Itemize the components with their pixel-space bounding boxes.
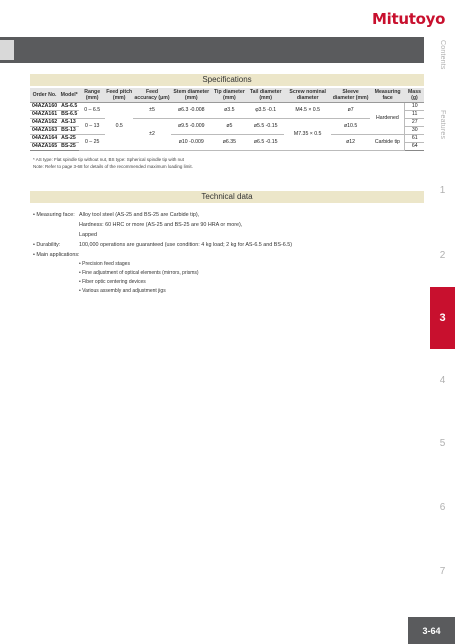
side-tab-contents[interactable]: Contents	[439, 40, 446, 70]
mass-cell: 30	[405, 127, 424, 135]
durability-value: 100,000 operations are guaranteed (use condition: 4 kg load; 2 kg for AS-6.5 and BS-6.5)	[79, 242, 293, 248]
table-notes	[33, 157, 193, 170]
measuring-face-cell: Hardened	[370, 103, 405, 135]
tail-diameter-cell: ø6.5 -0.15	[247, 135, 285, 151]
feed-pitch-cell: 0.5	[105, 103, 133, 151]
model-cell: BS-25	[59, 143, 79, 151]
applications-label: • Main applications:	[33, 252, 80, 258]
application-item: • Various assembly and adjustment jigs	[79, 288, 166, 294]
side-tab-1[interactable]: 1	[439, 184, 446, 196]
col-feed-accuracy: Feed accuracy (μm)	[134, 89, 170, 101]
mass-cell: 27	[405, 119, 424, 127]
stem-diameter-cell: ø9.5 -0.009	[171, 119, 212, 135]
feed-accuracy-cell: ±2	[133, 119, 170, 151]
side-tab-4[interactable]: 4	[439, 374, 446, 386]
table-header-row	[30, 88, 424, 103]
application-item: • Fiber optic centering devices	[79, 279, 146, 285]
model-cell: BS-6.5	[61, 111, 78, 117]
measuring-face-cell: Carbide tip	[370, 135, 405, 151]
note-model-types: * AS type: Flat spindle tip without nut, BS type: Spherical spindle tip with nut	[33, 157, 184, 162]
col-model: Model*	[59, 88, 79, 103]
technical-data-title: Technical data	[30, 191, 424, 203]
side-tab-features[interactable]: Features	[439, 110, 446, 140]
col-order-no: Order No.	[30, 88, 59, 103]
measuring-face-line: Alloy tool steel (AS-25 and BS-25 are Carbide tip),	[79, 212, 200, 218]
range-cell: 0 – 25	[79, 135, 105, 151]
tip-diameter-cell: ø3.5	[212, 103, 247, 119]
stem-diameter-cell: ø10 -0.009	[171, 135, 212, 151]
col-range: Range (mm)	[79, 88, 105, 103]
specifications-table	[30, 88, 424, 151]
model-cell: BS-13	[59, 127, 79, 135]
col-feed-pitch: Feed pitch (mm)	[106, 89, 133, 101]
specifications-title: Specifications	[30, 74, 424, 86]
measuring-face-line: Hardness: 60 HRC or more (AS-25 and BS-25 are 90 HRA or more),	[79, 222, 243, 228]
order-no-cell: 04AZA163	[32, 127, 58, 133]
table-row	[30, 135, 424, 143]
range-cell: 0 – 13	[79, 119, 105, 135]
col-stem-diameter: Stem diameter (mm)	[171, 88, 212, 103]
side-tab-3[interactable]: 3	[430, 287, 455, 349]
feed-accuracy-cell: ±5	[133, 103, 170, 119]
application-item: • Fine adjustment of optical elements (mirrors, prisms)	[79, 270, 199, 276]
measuring-face-label: • Measuring face:	[33, 212, 75, 218]
col-measuring-face: Measuring face	[370, 88, 405, 103]
order-no-cell: 04AZA161	[32, 111, 58, 117]
mitutoyo-logo: Mitutoyo	[372, 10, 446, 28]
sleeve-diameter-cell: ø10.5	[331, 119, 370, 135]
page-number: 3-64	[408, 617, 455, 644]
col-tail-diameter: Tail diameter (mm)	[247, 88, 285, 103]
table-row	[30, 119, 424, 127]
order-no-cell: 04AZA165	[32, 143, 58, 149]
side-tab-6[interactable]: 6	[439, 501, 446, 513]
table-row	[30, 103, 424, 111]
tail-diameter-cell: ø5.5 -0.15	[247, 119, 285, 135]
tip-diameter-cell: ø6.35	[212, 135, 247, 151]
sleeve-diameter-cell: ø7	[331, 103, 370, 119]
order-no-cell: 04AZA164	[32, 135, 58, 141]
col-sleeve-diameter: Sleeve diameter (mm)	[332, 89, 369, 101]
title-band-accent	[0, 40, 14, 60]
mass-cell: 64	[405, 143, 424, 151]
screw-diameter-cell: M7.35 × 0.5	[284, 119, 330, 151]
measuring-face-item	[33, 210, 292, 220]
measuring-face-line: Lapped	[79, 232, 97, 238]
side-tab-7[interactable]: 7	[439, 565, 446, 577]
application-item: • Precision feed stages	[79, 261, 130, 267]
durability-label: • Durability:	[33, 242, 61, 248]
col-screw-diameter: Screw nominal diameter	[284, 88, 330, 103]
technical-data-list	[33, 210, 292, 296]
tail-diameter-cell: φ3.5 -0.1	[247, 103, 285, 119]
col-mass: Mass (g)	[405, 88, 424, 103]
model-cell: AS-13	[59, 119, 79, 127]
model-cell: AS-6.5	[61, 103, 78, 109]
applications-item	[33, 250, 292, 260]
mass-cell: 61	[405, 135, 424, 143]
col-tip-diameter: Tip diameter (mm)	[212, 88, 247, 103]
durability-item	[33, 240, 292, 250]
side-tab-5[interactable]: 5	[439, 437, 446, 449]
order-no-cell: 04AZA160	[32, 103, 58, 109]
side-tab-2[interactable]: 2	[439, 249, 446, 261]
screw-diameter-cell: M4.5 × 0.5	[284, 103, 330, 119]
title-band	[0, 37, 424, 63]
sleeve-diameter-cell: ø12	[331, 135, 370, 151]
order-no-cell: 04AZA162	[32, 119, 58, 125]
tip-diameter-cell: ø5	[212, 119, 247, 135]
note-loading-limit: Note: Refer to page 3-68 for details of the recommended maximum loading limit.	[33, 163, 193, 169]
model-cell: AS-25	[59, 135, 79, 143]
mass-cell: 11	[405, 111, 424, 119]
mass-cell: 10	[405, 103, 424, 111]
range-cell: 0 – 6.5	[79, 103, 105, 119]
stem-diameter-cell: ø6.3 -0.008	[171, 103, 212, 119]
